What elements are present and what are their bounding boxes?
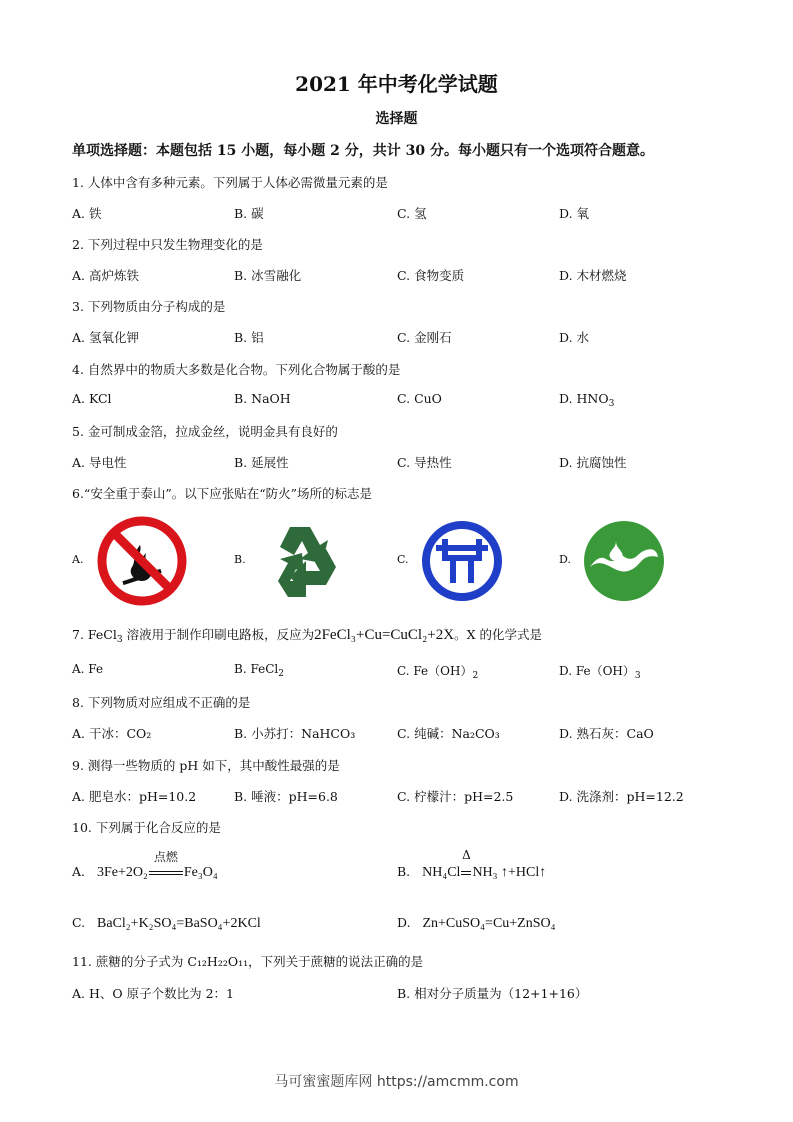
q10-option-d: D. Zn+CuSO₄=Cu+ZnSO₄ [397,915,556,931]
section-title: 选择题 [375,111,418,127]
q3-option-d: D. 水 [559,330,590,345]
question-9-stem: 9. 测得一些物质的 pH 如下，其中酸性最强的是 [72,758,340,773]
question-3-stem: 3. 下列物质由分子构成的是 [72,299,226,314]
question-6-stem: 6.“安全重于泰山”。以下应张贴在“防火”场所的标志是 [72,486,372,501]
q10-option-b: B. NH₄Cl Δ NH₃ ↑+HCl↑ [397,848,547,880]
q5-option-a: A. 导电性 [72,455,127,470]
no-fire-icon [96,515,188,607]
q2-option-a: A. 高炉炼铁 [72,268,139,283]
q9-option-d: D. 洗涤剂：pH=12.2 [559,789,684,804]
q2-option-c: C. 食物变质 [397,268,465,283]
q5-option-c: C. 导热性 [397,455,452,470]
q9-option-b: B. 唾液：pH=6.8 [234,789,338,804]
q6-option-a: A. [72,553,84,566]
recycle-icon [258,515,350,607]
q9-option-c: C. 柠檬汁：pH=2.5 [397,789,514,804]
q8-option-d: D. 熟石灰：CaO [559,726,654,741]
q2-option-b: B. 冰雪融化 [234,268,302,283]
page-title: 2021 年中考化学试题 [295,72,498,96]
question-11-stem: 11. 蔗糖的分子式为 C₁₂H₂₂O₁₁，下列关于蔗糖的说法正确的是 [72,954,424,969]
q1-option-d: D. 氧 [559,206,590,221]
q9-option-a: A. 肥皂水：pH=10.2 [72,789,197,804]
q1-option-c: C. 氢 [397,206,427,221]
q1-option-b: B. 碳 [234,206,264,221]
q5-option-d: D. 抗腐蚀性 [559,455,627,470]
q3-option-c: C. 金刚石 [397,330,452,345]
q6-option-b: B. [234,553,246,566]
q4-option-a: A. KCl [72,391,112,406]
question-5-stem: 5. 金可制成金箔，拉成金丝，说明金具有良好的 [72,424,338,439]
q8-option-c: C. 纯碱：Na₂CO₃ [397,726,500,741]
q2-option-d: D. 木材燃烧 [559,268,627,283]
water-drop-icon [582,515,666,607]
question-1-stem: 1. 人体中含有多种元素。下列属于人体必需微量元素的是 [72,175,388,190]
q7-option-b: B. FeCl$_2$ [234,662,284,679]
q8-option-a: A. 干冰：CO₂ [72,726,152,741]
q7-equation: 2FeCl₃+Cu=CuCl₂+2X [314,627,455,643]
q5-option-b: B. 延展性 [234,455,289,470]
q7-option-c: C. $Fe(OH)_2$ [397,664,479,681]
q8-option-b: B. 小苏打：NaHCO₃ [234,726,356,741]
q10-option-c: C. BaCl₂+K₂SO₄=BaSO₄+2KCl [72,915,261,931]
q1-option-a: A. 铁 [72,206,102,221]
blue-circle-sign-icon [420,515,504,607]
q7-option-d: D. $Fe(OH)_3$ [559,664,641,681]
q11-option-b: B. 相对分子质量为（12+1+16） [397,986,588,1001]
q3-option-a: A. 氢氧化钾 [72,330,139,345]
question-8-stem: 8. 下列物质对应组成不正确的是 [72,695,251,710]
q3-option-b: B. 铝 [234,330,264,345]
q6-option-c: C. [397,553,409,566]
q11-option-a: A. H、O 原子个数比为 2：1 [72,986,234,1001]
q7-option-a: A. Fe [72,662,104,676]
instruction: 单项选择题：本题包括 15 小题，每小题 2 分，共计 30 分。每小题只有一个选项符合题意。 [72,143,654,159]
q6-option-d: D. [559,553,571,566]
question-4-stem: 4. 自然界中的物质大多数是化合物。下列化合物属于酸的是 [72,362,401,377]
q4-option-d: D. $HNO_3$ [559,391,615,409]
question-7-stem: 7. FeCl$_3$ 溶液用于制作印刷电路板，反应为2FeCl₃+Cu=CuCl₂+2X。X 的化学式是 [72,627,542,645]
q4-option-b: B. NaOH [234,391,291,406]
q10-option-a: A. 3Fe+2O₂ 点燃 Fe₃O₄ [72,850,218,880]
question-2-stem: 2. 下列过程中只发生物理变化的是 [72,237,263,252]
q4-option-c: C. CuO [397,391,442,406]
footer-watermark: 马可蜜蜜题库网 https://amcmm.com [274,1074,519,1090]
question-10-stem: 10. 下列属于化合反应的是 [72,820,221,835]
